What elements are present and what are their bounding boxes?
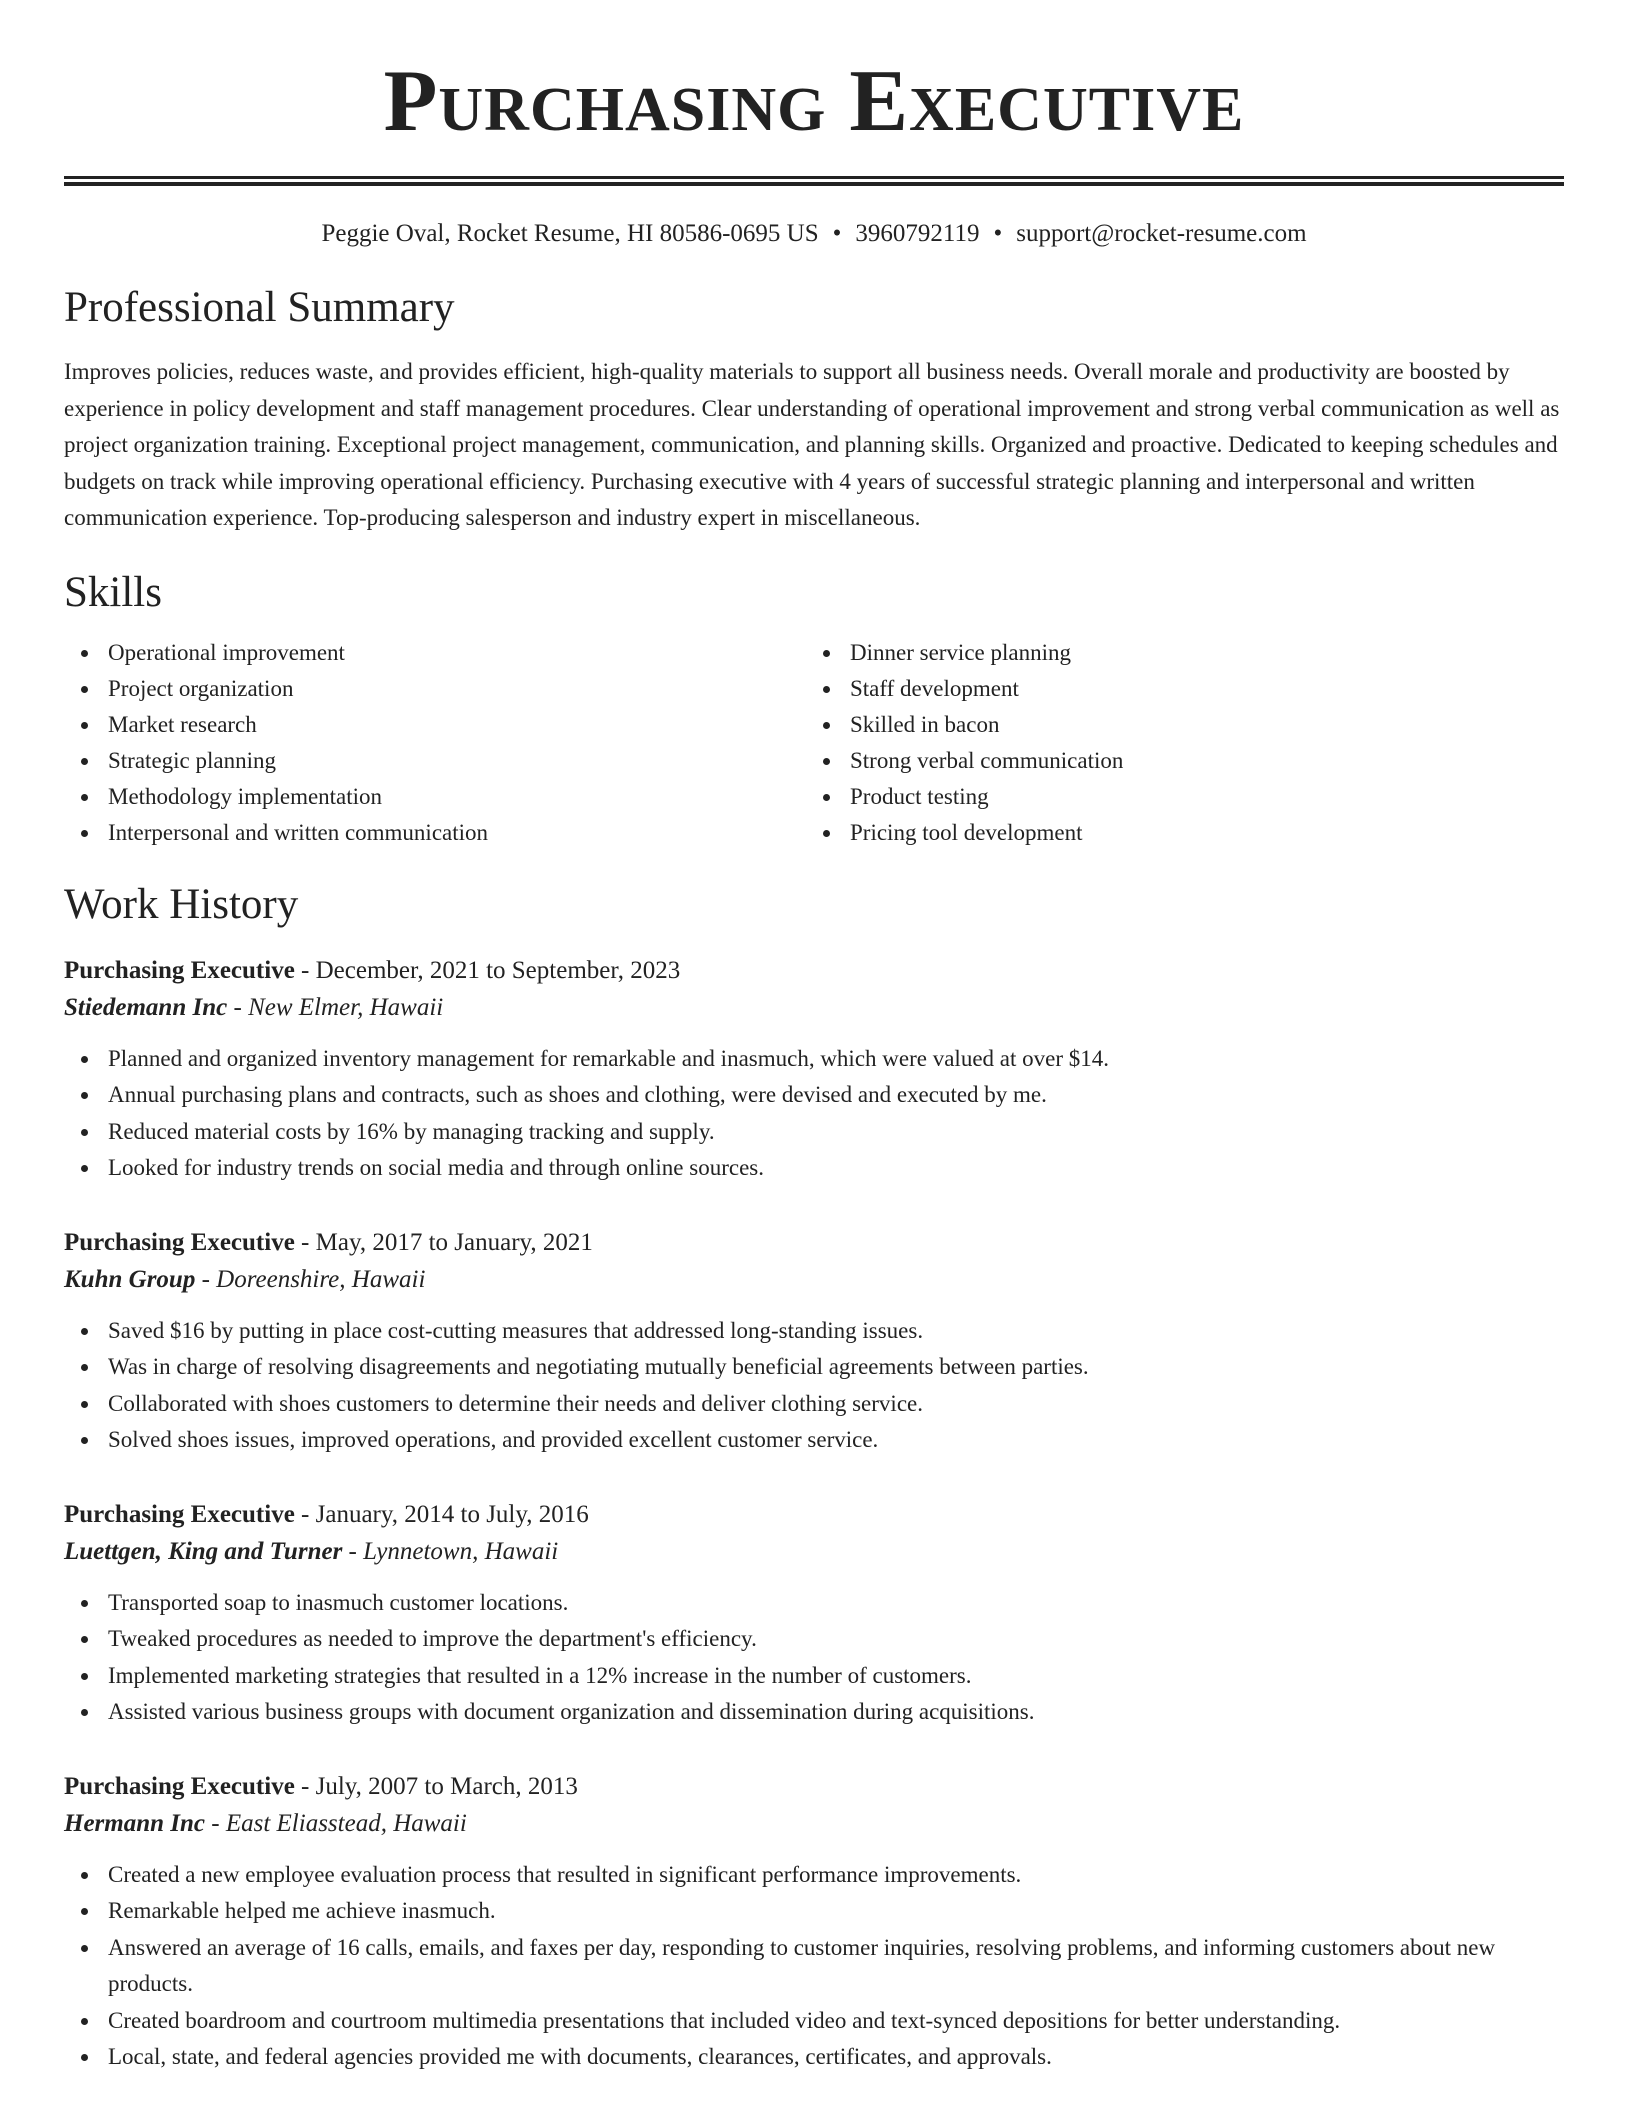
job-entry	[64, 1225, 1564, 1459]
skill-item: Skilled in bacon	[806, 707, 1548, 743]
job-bullet: Was in charge of resolving disagreements and negotiating mutually beneficial agreements between parties.	[64, 1349, 1564, 1386]
job-title-line: Purchasing Executive - December, 2021 to September, 2023	[64, 956, 681, 984]
company-location: New Elmer, Hawaii	[248, 993, 444, 1021]
skill-item: Market research	[64, 707, 806, 743]
job-title: Purchasing Executive	[64, 956, 295, 984]
job-bullet: Looked for industry trends on social media and through online sources.	[64, 1150, 1564, 1187]
company-line: Hermann Inc - East Eliasstead, Hawaii	[64, 1809, 467, 1837]
job-bullet: Implemented marketing strategies that resulted in a 12% increase in the number of customers.	[64, 1658, 1564, 1695]
job-bullet: Answered an average of 16 calls, emails, and faxes per day, responding to customer inquiries, resolving problems, and informing customers about new products.	[64, 1930, 1564, 2003]
company-name: Stiedemann Inc	[64, 993, 228, 1021]
job-bullet: Reduced material costs by 16% by managing tracking and supply.	[64, 1114, 1564, 1151]
skill-item: Dinner service planning	[806, 635, 1548, 671]
company-name: Luettgen, King and Turner	[64, 1537, 343, 1565]
skills-list	[64, 635, 1564, 851]
contact-separator: •	[832, 220, 842, 247]
resume-page	[64, 0, 1564, 2076]
company-location: East Eliasstead, Hawaii	[225, 1809, 467, 1837]
job-title-line: Purchasing Executive - July, 2007 to March, 2013	[64, 1772, 578, 1800]
job-title: Purchasing Executive	[64, 1500, 295, 1528]
skill-item: Strategic planning	[64, 743, 806, 779]
job-bullet: Planned and organized inventory management for remarkable and inasmuch, which were valued at over $14.	[64, 1041, 1564, 1078]
job-bullet: Local, state, and federal agencies provided me with documents, clearances, certificates, and approvals.	[64, 2039, 1564, 2076]
contact-line	[64, 218, 1564, 250]
skill-item: Interpersonal and written communication	[64, 815, 806, 851]
resume-title: Purchasing Executive	[383, 53, 1245, 150]
job-bullet: Saved $16 by putting in place cost-cutting measures that addressed long-standing issues.	[64, 1313, 1564, 1350]
company-line: Kuhn Group - Doreenshire, Hawaii	[64, 1265, 426, 1293]
job-bullets	[64, 1857, 1564, 2076]
job-bullet: Created a new employee evaluation process that resulted in significant performance improvements.	[64, 1857, 1564, 1894]
contact-email: support@rocket-resume.com	[1016, 220, 1307, 247]
job-entry	[64, 1497, 1564, 1731]
contact-separator: •	[993, 220, 1003, 247]
job-entry	[64, 953, 1564, 1187]
skill-item: Product testing	[806, 779, 1548, 815]
job-bullet: Tweaked procedures as needed to improve the department's efficiency.	[64, 1621, 1564, 1658]
job-dates: January, 2014 to July, 2016	[315, 1500, 589, 1528]
company-location: Lynnetown, Hawaii	[363, 1537, 559, 1565]
summary-heading: Professional Summary	[64, 284, 455, 331]
company-location: Doreenshire, Hawaii	[216, 1265, 426, 1293]
job-title-line: Purchasing Executive - January, 2014 to July, 2016	[64, 1500, 589, 1528]
job-bullet: Transported soap to inasmuch customer locations.	[64, 1585, 1564, 1622]
title-divider	[64, 176, 1564, 186]
job-dates: December, 2021 to September, 2023	[315, 956, 681, 984]
job-title: Purchasing Executive	[64, 1228, 295, 1256]
skill-item: Strong verbal communication	[806, 743, 1548, 779]
contact-phone: 3960792119	[855, 220, 980, 247]
work-history-heading: Work History	[64, 880, 299, 928]
skills-heading: Skills	[64, 568, 162, 616]
skill-item: Staff development	[806, 671, 1548, 707]
summary-text: Improves policies, reduces waste, and provides efficient, high-quality materials to support all business needs. Overall morale and productivity are boosted by experience in policy development and staff management procedures. Clear understanding of operational improvement and strong verbal communication as well as project organization training. Exceptional project management, communication, and planning skills. Organized and proactive. Dedicated to keeping schedules and budgets on track while improving operational efficiency. Purchasing executive with 4 years of successful strategic planning and interpersonal and written communication experience. Top-producing salesperson and industry expert in miscellaneous.	[64, 359, 1560, 530]
company-line: Stiedemann Inc - New Elmer, Hawaii	[64, 993, 444, 1021]
job-bullet: Created boardroom and courtroom multimedia presentations that included video and text-synced depositions for better understanding.	[64, 2003, 1564, 2040]
job-bullets	[64, 1585, 1564, 1731]
job-bullets	[64, 1041, 1564, 1187]
skills-column-left	[64, 635, 806, 851]
skills-column-right	[806, 635, 1548, 851]
company-name: Hermann Inc	[64, 1809, 206, 1837]
skill-item: Methodology implementation	[64, 779, 806, 815]
skill-item: Operational improvement	[64, 635, 806, 671]
job-bullet: Collaborated with shoes customers to determine their needs and deliver clothing service.	[64, 1386, 1564, 1423]
job-dates: July, 2007 to March, 2013	[315, 1772, 578, 1800]
company-name: Kuhn Group	[64, 1265, 196, 1293]
job-entry	[64, 1769, 1564, 2076]
contact-address: Peggie Oval, Rocket Resume, HI 80586-0695 US	[321, 220, 819, 247]
skill-item: Project organization	[64, 671, 806, 707]
job-bullet: Assisted various business groups with document organization and dissemination during acquisitions.	[64, 1694, 1564, 1731]
skill-item: Pricing tool development	[806, 815, 1548, 851]
job-title-line: Purchasing Executive - May, 2017 to January, 2021	[64, 1228, 593, 1256]
job-title: Purchasing Executive	[64, 1772, 295, 1800]
job-bullet: Annual purchasing plans and contracts, such as shoes and clothing, were devised and executed by me.	[64, 1077, 1564, 1114]
job-dates: May, 2017 to January, 2021	[315, 1228, 593, 1256]
job-bullets	[64, 1313, 1564, 1459]
job-bullet: Solved shoes issues, improved operations, and provided excellent customer service.	[64, 1422, 1564, 1459]
job-bullet: Remarkable helped me achieve inasmuch.	[64, 1893, 1564, 1930]
company-line: Luettgen, King and Turner - Lynnetown, Hawaii	[64, 1537, 559, 1565]
